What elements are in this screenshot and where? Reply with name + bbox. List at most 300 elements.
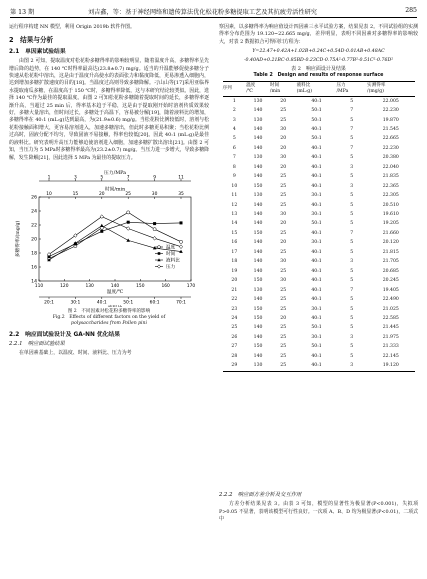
table-cell: 50:1 — [311, 117, 322, 123]
table-cell: 5 — [350, 155, 354, 161]
table-row — [223, 257, 415, 266]
table-cell: 19.405 — [382, 287, 399, 293]
table-cell: 20.380 — [382, 155, 399, 161]
table-cell: 8 — [232, 164, 236, 170]
line-chart — [9, 165, 209, 307]
table-cell: 40:1 — [311, 126, 322, 132]
table-cell: 30:1 — [311, 306, 322, 312]
table-cell: 5 — [350, 316, 354, 322]
data-point — [179, 240, 182, 243]
subsection-heading-single-factor: 2.1 单因素试验结果 — [9, 48, 66, 55]
table-cell: 40:1 — [311, 268, 322, 274]
legend-label: 压力 — [166, 265, 176, 271]
table-header-cell: 实测得率 /(mg/g) — [367, 82, 414, 96]
y-tick-label: 20 — [31, 237, 37, 243]
table-cell: 26 — [231, 334, 238, 340]
table-row — [223, 106, 415, 115]
table-cell: 5 — [350, 240, 354, 246]
table-cell: 20 — [280, 240, 287, 246]
table-cell: 30:1 — [311, 212, 322, 218]
table-row — [223, 314, 415, 323]
table-row — [223, 144, 415, 153]
data-point — [100, 230, 103, 233]
table-cell: 2 — [232, 108, 236, 114]
y-tick-label: 24 — [31, 209, 37, 215]
x-axis-label-time: 时间/min — [104, 187, 126, 193]
table-cell: 40:1 — [311, 202, 322, 208]
table-cell: 21.333 — [382, 344, 399, 350]
table-cell: 21.705 — [382, 259, 399, 265]
table-row — [223, 323, 415, 332]
x-tick-label-pressure: 9 — [153, 175, 156, 181]
table-row — [223, 352, 415, 361]
table-row — [223, 134, 415, 143]
table-cell: 22.005 — [382, 98, 399, 104]
rsm-intro-paragraph: 察因素，以多糖得率为响应值设计四因素三水平试验方案，结果见表 2。不同试验组的实测得率分布范围为 19.120~22.665 mg/g，差异明显，表明不同因素对多糖得率的影响较大，对表 2 数据拟合可得回归方程为： — [219, 24, 418, 45]
table-cell: 7 — [350, 287, 354, 293]
table-cell: 3 — [350, 164, 354, 170]
table-cell: 140 — [253, 164, 263, 170]
y-tick-label: 18 — [31, 251, 37, 257]
y-tick-label: 26 — [31, 195, 37, 201]
table-cell: 3 — [350, 259, 354, 265]
table-cell: 25 — [280, 174, 287, 180]
table-cell: 24 — [231, 316, 238, 322]
table-cell: 19 — [231, 268, 238, 274]
table-cell: 5 — [350, 268, 354, 274]
table-row — [223, 182, 415, 191]
x-tick-label-pressure: 1 — [47, 175, 51, 181]
table-cell: 5 — [350, 202, 354, 208]
table-cell: 6 — [232, 145, 236, 151]
table-cell: 130 — [253, 98, 263, 104]
table-row — [223, 210, 415, 219]
table-cell: 20.510 — [382, 202, 399, 208]
table-cell: 150 — [253, 183, 263, 189]
table-row — [223, 191, 415, 200]
table-cell: 25 — [280, 230, 287, 236]
table-cell: 25 — [280, 325, 287, 331]
table-cell: 140 — [253, 353, 263, 359]
table-cell: 10 — [231, 183, 238, 189]
legend-label: 时间 — [166, 252, 176, 258]
table-cell: 25 — [280, 353, 287, 359]
table-cell: 140 — [253, 297, 263, 303]
data-point — [153, 222, 156, 225]
table-cell: 20 — [280, 164, 287, 170]
x-tick-label-time: 10 — [46, 191, 52, 197]
table-cell: 20.685 — [382, 268, 399, 274]
table-cell: 21.660 — [382, 230, 399, 236]
x-tick-label-temp: 150 — [136, 283, 145, 289]
table-cell: 21.445 — [382, 325, 399, 331]
table-cell: 25 — [280, 306, 287, 312]
table-cell: 140 — [253, 221, 263, 227]
table-cell: 5 — [350, 136, 354, 142]
table-cell: 150 — [253, 316, 263, 322]
table-header-cell: 温度 /℃ — [246, 82, 270, 96]
table-cell: 4 — [232, 126, 236, 132]
table-cell: 25 — [270, 361, 297, 371]
table-cell: 21.975 — [382, 334, 399, 340]
table-cell: 11 — [231, 193, 238, 199]
x-tick-label-temp: 160 — [161, 283, 170, 289]
table-cell: 40:1 — [311, 155, 322, 161]
table-cell: 25 — [280, 249, 287, 255]
table-body — [223, 96, 415, 371]
data-point — [100, 215, 103, 219]
table-row — [223, 116, 415, 125]
table-cell: 30:1 — [311, 240, 322, 246]
data-point — [153, 228, 156, 231]
table-cell: 40:1 — [311, 249, 322, 255]
table-cell: 13 — [231, 212, 238, 218]
table-cell: 25 — [280, 108, 287, 114]
table-2-caption — [219, 66, 418, 79]
table-cell: 40:1 — [311, 98, 322, 104]
table-row — [223, 276, 415, 285]
table-cell: 50:1 — [311, 221, 322, 227]
table-row — [223, 305, 415, 314]
table-cell: 20 — [280, 221, 287, 227]
single-factor-paragraph: 由图 2 可知，提取温度对松花粉多糖得率的影响较明显，随着温度升高，多糖得率呈先增后降的趋势，在 140 ℃时得率最高达(23.8±0.7) mg/g。适当的升温能够促使多糖分子快速从松花粉中溶出，这是由于温度升高使水的表面张力和黏度降低，更易渗透入细胞内，达到增加多糖扩散速度的目的[18]。当温度过高则导致多糖降解。刁山山等[17]采用亚临界水提取南瓜多糖，在温度高于 150 ℃时，多糖得率降低，这与本研究结论较类似。因此，选择 140 ℃作为最佳的提取温度。由图 2 可知松花粉多糖随着提取时间的延长，多糖得率逐渐升高，当超过 25 min 后，得率基本趋于平稳，这是由于提取刚开始时溶剂传质效果较好，多糖大量溶出，但时间过长，多糖处于高温下，容易被分解[19]，随着液料比的增加，多糖得率在 40:1 (mL:g)达到最高，为(21.9±0.6) mg/g。当松花粉比例较低时，溶剂与松花粉接触面积增大，更容易溶剂进入，加速多糖溶出，但此时多糖更易积聚；当松花粉比例过高时，固液分配不均匀，导致固液不易接触，得率也较低[20]。因此 40:1 (mL:g)是最佳的液料比。研究表明升高压力能够迫使溶剂进入细胞，加速多糖扩散出溶出[21]。由图 2 可知，当压力为 5 MPa时多糖得率最高为(23.2±0.7) mg/g。当压力进一步增大，导致多糖降解，发生降解[21]，因此选择 5 MPa 为最佳的提取压力。 — [9, 58, 209, 161]
left-column — [9, 24, 209, 358]
table-header-cell: 压力 /MPa — [336, 82, 367, 96]
table-cell: 28 — [231, 353, 238, 359]
table-cell: 40:1 — [311, 174, 322, 180]
table-cell: 5 — [350, 221, 354, 227]
x-tick-label-ratio: 70:1 — [176, 300, 186, 306]
y-tick-label: 22 — [31, 223, 37, 229]
table-cell: 40:1 — [297, 361, 337, 371]
table-cell: 5 — [350, 278, 354, 284]
x-tick-label-temp: 170 — [186, 283, 196, 289]
table-cell: 25 — [280, 287, 287, 293]
table-cell: 5 — [350, 212, 354, 218]
table-cell: 30 — [280, 155, 287, 161]
table-cell: 22.365 — [382, 183, 399, 189]
table-row — [223, 153, 415, 162]
table-cell: 5 — [350, 344, 354, 350]
y-tick-label: 16 — [31, 265, 37, 271]
intro-text: 运行程序构建 NN 模型，利用 Origin 2019b 软件作图。 — [9, 24, 135, 30]
figure-caption-cn: 图 2 不同因素对松花粉多糖得率的影响 — [67, 308, 151, 314]
x-tick-label-temp: 140 — [110, 283, 120, 289]
table-caption-cn: 表 2 响应面设计及结果 — [291, 66, 346, 73]
table-cell: 23 — [231, 306, 238, 312]
table-cell: 130 — [246, 361, 270, 371]
table-cell: 3 — [232, 117, 236, 123]
table-cell: 140 — [253, 334, 263, 340]
table-cell: 50:1 — [311, 108, 322, 114]
table-header-cell: 时间 /min — [270, 82, 297, 96]
table-cell: 21.025 — [382, 306, 399, 312]
table-row — [223, 163, 415, 172]
subsubsection-heading-anova: 2.2.2 响应面方差分析及交互作用 — [219, 492, 302, 498]
data-point — [127, 227, 130, 231]
table-cell: 130 — [253, 287, 263, 293]
table-cell: 140 — [253, 240, 263, 246]
table-header-row — [223, 82, 415, 96]
table-cell: 22.585 — [382, 316, 399, 322]
table-cell: 25 — [280, 183, 287, 189]
table-cell: 140 — [253, 249, 263, 255]
x-tick-label-ratio: 50:1 — [123, 300, 134, 306]
table-cell: 20 — [280, 145, 287, 151]
table-cell: 5 — [350, 193, 354, 199]
table-cell: 3 — [350, 183, 354, 189]
table-cell: 140 — [253, 136, 263, 142]
subsection-heading-optimization: 2.2 响应面试验设计及 GA-NN 优化结果 — [9, 331, 121, 338]
table-row — [223, 201, 415, 210]
table-cell: 19.870 — [382, 117, 399, 123]
table-row — [223, 96, 415, 106]
table-cell: 22.145 — [382, 353, 399, 359]
x-tick-label-temp: 120 — [60, 283, 69, 289]
x-tick-label-ratio: 30:1 — [70, 300, 81, 306]
legend-label: 液料比 — [166, 258, 180, 264]
table-cell: 5 — [350, 353, 354, 359]
response-surface-table — [223, 81, 415, 371]
table-cell: 5 — [350, 174, 354, 180]
table-cell: 21 — [231, 287, 238, 293]
page-header — [10, 6, 417, 18]
table-cell: 50:1 — [311, 325, 322, 331]
issue-number: 第 13 期 — [10, 9, 35, 16]
data-point — [74, 234, 77, 238]
table-cell: 25 — [280, 117, 287, 123]
table-row — [223, 342, 415, 351]
table-cell: 7 — [232, 155, 236, 161]
x-tick-label-time: 35 — [178, 191, 184, 197]
data-point — [126, 238, 130, 241]
table-cell: 30 — [280, 212, 287, 218]
data-point — [180, 221, 183, 224]
table-cell: 140 — [253, 202, 263, 208]
data-point — [100, 224, 104, 227]
table-cell: 40:1 — [311, 353, 322, 359]
table-cell: 150 — [253, 344, 263, 350]
table-cell: 5 — [350, 306, 354, 312]
figure-caption-en-2: polysaccharides from Pollen pini — [71, 321, 147, 327]
x-tick-label-time: 15 — [72, 191, 79, 197]
table-cell: 25 — [280, 202, 287, 208]
table-cell: 40:1 — [311, 183, 322, 189]
table-header-cell: 液料比 (mL:g) — [297, 82, 337, 96]
table-cell: 22.040 — [382, 164, 399, 170]
table-cell: 130 — [253, 117, 263, 123]
table-cell: 27 — [231, 344, 238, 350]
regression-equation-line-1: Y=22.47+0.42A+1.02B+0.24C+0.54D-0.01AB+0.48AC — [252, 49, 385, 55]
table-cell: 30:1 — [311, 193, 322, 199]
table-cell: 40:1 — [311, 259, 322, 265]
table-header-cell: 序列 — [223, 82, 247, 96]
subsubsection-heading-rsm: 2.2.1 响应面试验结果 — [9, 340, 65, 347]
table-row — [223, 295, 415, 304]
table-row — [223, 267, 415, 276]
table-cell: 30 — [280, 278, 287, 284]
table-cell: 130 — [253, 193, 263, 199]
figure-caption-en-1: Fig.2 Effects of different factors on the yield of — [52, 315, 166, 321]
data-point — [179, 245, 182, 249]
table-cell: 150 — [253, 278, 263, 284]
series-line-0 — [49, 212, 181, 258]
table-cell: 25 — [280, 268, 287, 274]
table-cell: 5 — [350, 117, 354, 123]
table-cell: 40:1 — [311, 164, 322, 170]
table-cell: 5 — [350, 325, 354, 331]
table-cell: 140 — [253, 212, 263, 218]
table-cell: 9 — [232, 174, 236, 180]
x-tick-label-pressure: 3 — [74, 175, 77, 181]
regression-equation-line-2: -0.40AD+0.21BC-0.85BD-0.23CD-0.75A²-0.77B²-0.51C²-0.76D² — [243, 58, 394, 64]
x-axis-label-ratio — [108, 304, 123, 307]
figure-caption — [9, 309, 209, 328]
table-cell: 40:1 — [311, 230, 322, 236]
data-point — [127, 211, 130, 214]
table-cell: 7 — [350, 108, 354, 114]
table-cell: 30:1 — [311, 334, 322, 340]
table-cell: 20 — [280, 98, 287, 104]
anova-paragraph: 方差分析结果见表 3。由表 3 可知，模型的显著性为极显著(P<0.001)，失拟项 P>0.05 不显著，表明该模型可行性良好。一次项 A、B、D 均为极显著(P<0.01)，二项式中 — [219, 501, 418, 523]
table-cell: 5 — [350, 249, 354, 255]
table-cell: 17 — [231, 249, 238, 255]
table-caption-en: Table 2 Design and results of response surface — [253, 72, 384, 78]
table-row — [223, 286, 415, 295]
table-cell: 5 — [350, 297, 354, 303]
x-axis-label-pressure: 压力/MPa — [104, 170, 126, 176]
running-title: 刘吉鑫，等：基于神经网络和遗传算法优化松花粉多糖提取工艺及其抗疲劳活性研究 — [88, 9, 317, 16]
table-cell: 19.610 — [382, 212, 399, 218]
table-row — [223, 125, 415, 134]
table-cell: 140 — [253, 174, 263, 180]
table-cell: 1 — [232, 98, 236, 104]
x-tick-label-ratio: 60:1 — [149, 300, 160, 306]
data-point — [127, 221, 130, 224]
table-cell: 3 — [350, 334, 354, 340]
table-cell: 25 — [280, 344, 287, 350]
table-cell: 140 — [253, 268, 263, 274]
section-heading-results: 2 结果与分析 — [9, 36, 54, 45]
table-cell: 5 — [350, 98, 354, 104]
table-row — [223, 248, 415, 257]
page-number: 285 — [405, 7, 417, 14]
table-cell: 30 — [280, 126, 287, 132]
table-cell: 22.665 — [382, 136, 399, 142]
series-line-1 — [49, 222, 181, 256]
table-cell: 20 — [231, 278, 238, 284]
x-tick-label-ratio: 20:1 — [44, 300, 54, 306]
table-cell: 20 — [280, 316, 287, 322]
table-cell: 19.205 — [382, 221, 399, 227]
x-axis-label-temp: 温度/℃ — [106, 289, 124, 295]
table-cell: 22.230 — [382, 145, 399, 151]
x-tick-label-pressure: 7 — [126, 175, 130, 181]
table-cell: 21.815 — [382, 249, 399, 255]
y-axis-label: 多糖得率/(mg/g) — [16, 220, 21, 258]
x-tick-label-time: 20 — [99, 191, 105, 197]
right-column — [219, 24, 418, 372]
table-cell: 25 — [280, 297, 287, 303]
table-cell: 150 — [253, 230, 263, 236]
table-cell: 22.305 — [382, 193, 399, 199]
table-cell: 40:1 — [311, 145, 322, 151]
table-cell: 16 — [231, 240, 238, 246]
table-cell: 30 — [280, 259, 287, 265]
table-cell: 50:1 — [311, 136, 322, 142]
x-tick-label-pressure: 5 — [100, 175, 104, 181]
table-cell: 22.490 — [382, 297, 399, 303]
table-cell: 150 — [253, 306, 263, 312]
x-tick-label-pressure: 11 — [178, 175, 184, 181]
table-cell: 3 — [336, 361, 367, 371]
table-row — [223, 229, 415, 238]
rsm-paragraph: 在单因素基础上，以温度、时间、液料比、压力为考 — [19, 350, 132, 357]
table-row — [223, 172, 415, 181]
x-tick-label-temp: 110 — [34, 283, 44, 289]
table-row — [223, 333, 415, 342]
legend-label: 温度 — [166, 245, 176, 251]
x-tick-label-time: 25 — [125, 191, 131, 197]
anova-section — [219, 490, 418, 524]
table-row — [223, 219, 415, 228]
legend-marker — [158, 265, 161, 268]
series-line-2 — [49, 226, 181, 260]
table-cell: 140 — [253, 259, 263, 265]
table-cell: 21.835 — [382, 174, 399, 180]
table-cell: 25 — [280, 334, 287, 340]
table-row — [223, 238, 415, 247]
table-cell: 15 — [231, 230, 238, 236]
table-cell: 20 — [280, 136, 287, 142]
table-cell: 50:1 — [311, 344, 322, 350]
table-row — [223, 361, 415, 371]
table-cell: 14 — [231, 221, 238, 227]
table-cell: 40:1 — [311, 287, 322, 293]
y-tick-label: 14 — [31, 279, 37, 285]
table-cell: 21.545 — [382, 126, 399, 132]
table-cell: 140 — [253, 126, 263, 132]
table-cell: 22 — [231, 297, 238, 303]
table-cell: 40:1 — [311, 278, 322, 284]
x-tick-label-ratio: 40:1 — [96, 300, 107, 306]
table-cell: 19.120 — [367, 361, 414, 371]
table-cell: 140 — [253, 108, 263, 114]
table-cell: 140 — [253, 145, 263, 151]
table-cell: 130 — [253, 155, 263, 161]
data-point — [153, 236, 156, 240]
table-cell: 7 — [350, 126, 354, 132]
figure-2 — [9, 165, 209, 307]
table-cell: 29 — [223, 361, 247, 371]
table-cell: 22.230 — [382, 108, 399, 114]
x-tick-label-temp: 130 — [85, 283, 94, 289]
table-cell: 7 — [350, 145, 354, 151]
x-tick-label-time: 30 — [151, 191, 158, 197]
table-cell: 25 — [280, 193, 287, 199]
legend-marker — [158, 252, 161, 255]
table-cell: 40:1 — [311, 297, 322, 303]
table-cell: 40:1 — [311, 316, 322, 322]
table-cell: 25 — [231, 325, 238, 331]
table-cell: 20.245 — [382, 278, 399, 284]
legend-marker — [158, 246, 161, 249]
table-cell: 20.120 — [382, 240, 399, 246]
table-cell: 12 — [231, 202, 238, 208]
table-cell: 140 — [253, 325, 263, 331]
table-cell: 7 — [350, 230, 354, 236]
table-cell: 5 — [232, 136, 236, 142]
